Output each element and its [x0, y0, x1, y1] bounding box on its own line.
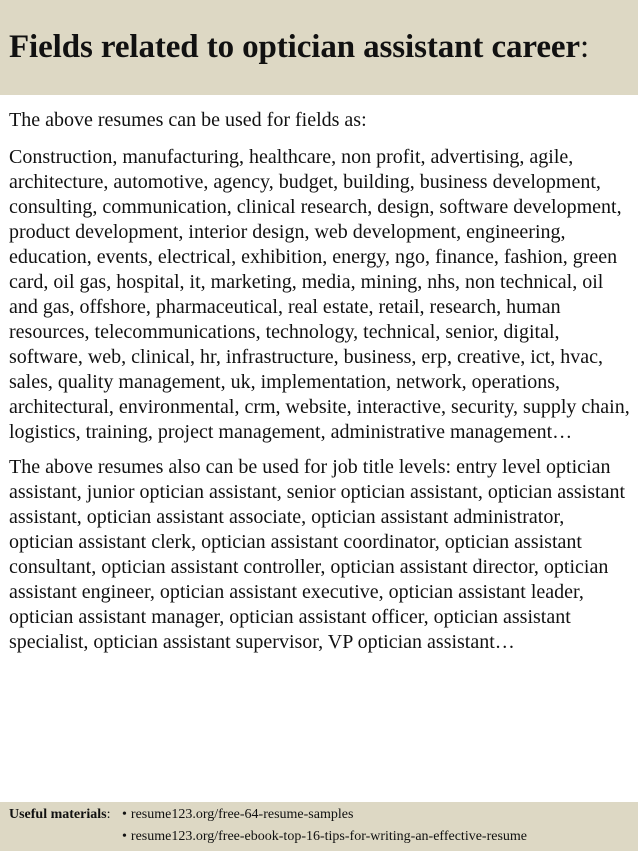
bullet-icon: • [122, 807, 127, 822]
page-title [9, 27, 589, 67]
job-levels-text: The above resumes also can be used for job title levels: entry level optician assistant, junior optician assistant, senior optician assistant, optician assistant assistant, optician assistant associate, optician assistant administrator, optician assistant clerk, optician assistant coordinator, optician assistant consultant, optician assistant controller, optician assistant director, optician assistant engineer, optician assistant executive, optician assistant leader, optician assistant manager, optician assistant officer, optician assistant specialist, optician assistant supervisor, VP optician assistant… [9, 456, 626, 653]
resource-link-text: resume123.org/free-64-resume-samples [130, 807, 354, 822]
resource-link-ebook-tips[interactable] [122, 827, 527, 847]
footer-band [0, 802, 638, 851]
useful-materials-label-text: Useful materials [9, 807, 107, 822]
resource-link-resume-samples[interactable] [122, 805, 353, 825]
header-band [0, 0, 638, 95]
page-title-colon: : [579, 29, 590, 65]
intro-text: The above resumes can be used for fields as: [9, 109, 367, 131]
bullet-icon: • [122, 829, 127, 844]
main-content [9, 108, 631, 655]
page-title-text: Fields related to optician assistant career [9, 29, 580, 65]
fields-list: Construction, manufacturing, healthcare, non profit, advertising, agile, architecture, automotive, agency, budget, building, business development, consulting, communication, clinical research, design, software development, product development, interior design, web development, engineering, education, events, electrical, exhibition, energy, ngo, finance, fashion, green card, oil gas, hospital, it, marketing, media, mining, nhs, non technical, oil and gas, offshore, pharmaceutical, real estate, retail, research, human resources, telecommunications, technology, technical, senior, digital, software, web, clinical, hr, infrastructure, business, erp, creative, ict, hvac, sales, quality management, uk, implementation, network, operations, architectural, environmental, crm, website, interactive, security, supply chain, logistics, training, project management, administrative management… [9, 146, 630, 443]
useful-materials-label [9, 805, 110, 825]
resource-link-text: resume123.org/free-ebook-top-16-tips-for-writing-an-effective-resume [130, 829, 528, 844]
useful-materials-label-colon: : [106, 807, 111, 822]
